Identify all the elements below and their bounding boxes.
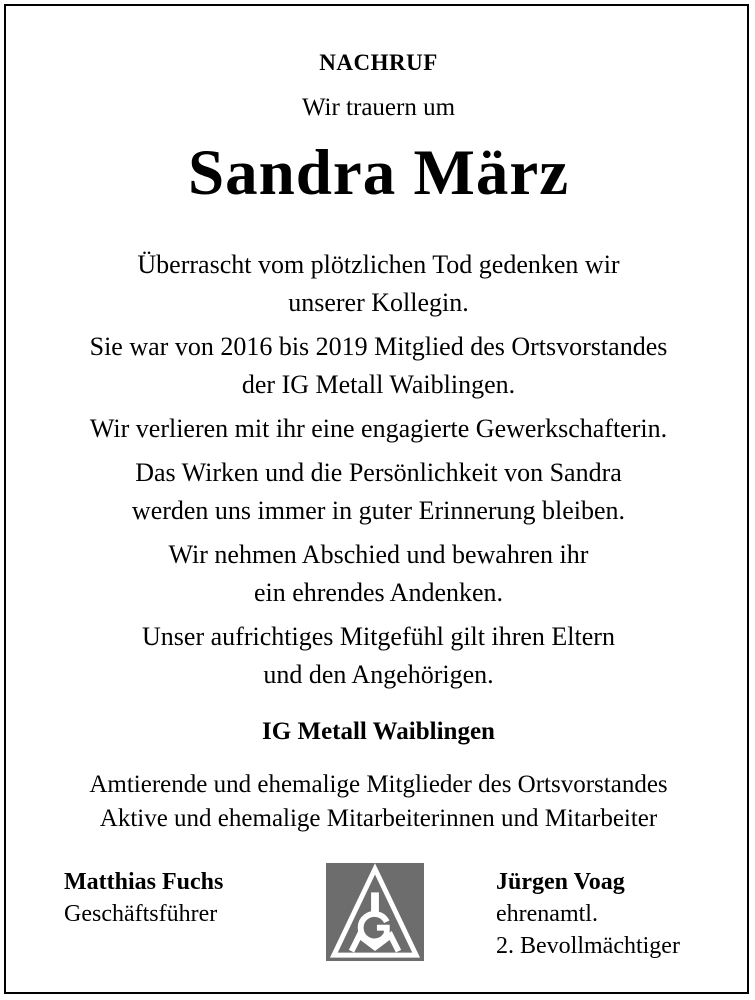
signatory-role: ehrenamtl. xyxy=(496,901,598,927)
paragraph-line: und den Angehörigen. xyxy=(263,660,494,689)
signatory-name: Matthias Fuchs xyxy=(64,869,224,895)
signatory-name: Jürgen Voag xyxy=(496,869,625,895)
signatory-role: Geschäftsführer xyxy=(64,901,218,927)
paragraph-line: Überrascht vom plötzlichen Tod gedenken wir xyxy=(137,250,620,279)
obituary-notice xyxy=(4,4,749,994)
paragraph xyxy=(6,410,751,448)
signatory-left xyxy=(64,866,223,930)
paragraph-line: werden uns immer in guter Erinnerung bleiben. xyxy=(131,496,626,525)
paragraph-line: Unser aufrichtiges Mitgefühl gilt ihren Eltern xyxy=(142,622,615,651)
intro-line: Wir trauern um xyxy=(301,94,456,121)
signatory-right xyxy=(496,866,680,962)
paragraph-line: Sie war von 2016 bis 2019 Mitglied des Ortsvorstandes xyxy=(89,332,668,361)
members-block xyxy=(6,768,751,836)
paragraph xyxy=(6,328,751,404)
paragraph-line: der IG Metall Waiblingen. xyxy=(241,370,516,399)
paragraph xyxy=(6,246,751,322)
paragraph-line: ein ehrendes Andenken. xyxy=(253,578,504,607)
signatory-role: 2. Bevollmächtiger xyxy=(496,933,680,959)
organization-name: IG Metall Waiblingen xyxy=(262,718,495,745)
ig-metall-logo-icon xyxy=(326,863,424,961)
deceased-name: Sandra März xyxy=(187,137,570,209)
paragraph-line: Wir verlieren mit ihr eine engagierte Gewerkschafterin. xyxy=(89,414,668,443)
paragraph xyxy=(6,454,751,530)
paragraph xyxy=(6,536,751,612)
members-line: Amtierende und ehemalige Mitglieder des Ortsvorstandes xyxy=(89,771,668,798)
paragraph-line: Das Wirken und die Persönlichkeit von Sandra xyxy=(135,458,622,487)
paragraph-line: unserer Kollegin. xyxy=(288,288,469,317)
paragraph xyxy=(6,618,751,694)
members-line: Aktive und ehemalige Mitarbeiterinnen und Mitarbeiter xyxy=(99,805,658,832)
notice-heading: NACHRUF xyxy=(319,50,438,75)
paragraph-line: Wir nehmen Abschied und bewahren ihr xyxy=(168,540,589,569)
